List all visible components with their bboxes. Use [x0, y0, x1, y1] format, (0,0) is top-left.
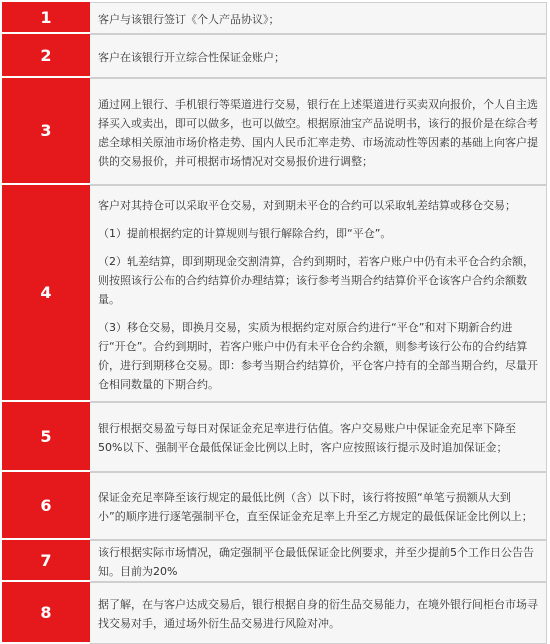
row-text: [90, 34, 547, 78]
row-number: 4: [2, 185, 90, 402]
row-number: 3: [2, 78, 90, 185]
row-number: 2: [2, 34, 90, 78]
row-paragraph: （3）移仓交易，即换月交易，实质为根据约定对原合约进行“平仓”和对下期新合约进行“开仓”。合约到期时，若客户账户中仍有未平仓合约余额，则参考该行公布的合约结算价，进行到期移仓交易。即：参考当期合约结算价，平仓客户持有的全部当期合约，尽量开仓相同数量的下期合约。: [98, 320, 538, 391]
table-row: [2, 540, 547, 582]
row-paragraph: 通过网上银行、手机银行等渠道进行交易，银行在上述渠道进行买卖双向报价，个人自主选择买入或卖出，即可以做多，也可以做空。根据原油宝产品说明书，该行的报价是在综合考虑全球相关原油市场价格走势、国内人民币汇率走势、市场流动性等因素的基础上向客户提供的交易报价，并可根据市场情况对交易报价进行调整；: [98, 97, 538, 168]
row-paragraph: （1）提前根据约定的计算规则与银行解除合约，即“平仓”。: [98, 226, 392, 240]
row-text: [90, 2, 547, 34]
table-row: [2, 472, 547, 540]
table-row: [2, 402, 547, 472]
table-row: [2, 34, 547, 78]
row-number: 1: [2, 2, 90, 34]
row-paragraph: 据了解，在与客户达成交易后，银行根据自身的衍生品交易能力，在境外银行间柜台市场寻找交易对手，通过场外衍生品交易进行风险对冲。: [98, 598, 538, 630]
table-row: [2, 2, 547, 34]
row-paragraph: 银行根据交易盈亏每日对保证金充足率进行估值。客户交易账户中保证金充足率下降至50%以下、强制平仓最低保证金比例以上时，客户应按照该行提示及时追加保证金；: [98, 422, 516, 454]
row-number: 6: [2, 472, 90, 540]
row-paragraph: 该行根据实际市场情况，确定强制平仓最低保证金比例要求，并至少提前5个工作日公告告知。目前为20%: [98, 546, 534, 578]
row-paragraph: 客户对其持仓可以采取平仓交易，对到期未平仓的合约可以采取轧差结算或移仓交易；: [98, 198, 516, 212]
row-text: [90, 402, 547, 472]
table-row: [2, 185, 547, 402]
row-number: 7: [2, 540, 90, 582]
row-text: [90, 582, 547, 644]
row-text: [90, 472, 547, 540]
row-text: [90, 540, 547, 582]
row-paragraph: 客户与该银行签订《个人产品协议》；: [98, 12, 280, 26]
row-text: [90, 185, 547, 402]
table-row: [2, 582, 547, 644]
row-paragraph: （2）轧差结算，即到期现金交割清算，合约到期时，若客户账户中仍有未平仓合约余额，则按照该行公布的合约结算价办理结算；该行参考当期合约结算价平仓该客户合约余额数量。: [98, 254, 534, 306]
table-row: [2, 78, 547, 185]
row-text: [90, 78, 547, 185]
row-number: 8: [2, 582, 90, 644]
row-paragraph: 客户在该银行开立综合性保证金账户；: [98, 50, 285, 64]
row-number: 5: [2, 402, 90, 472]
row-paragraph: 保证金充足率降至该行规定的最低比例（含）以下时，该行将按照“单笔亏损额从大到小”的顺序进行逐笔强制平仓，直至保证金充足率上升至乙方规定的最低保证金比例以上；: [98, 491, 533, 523]
